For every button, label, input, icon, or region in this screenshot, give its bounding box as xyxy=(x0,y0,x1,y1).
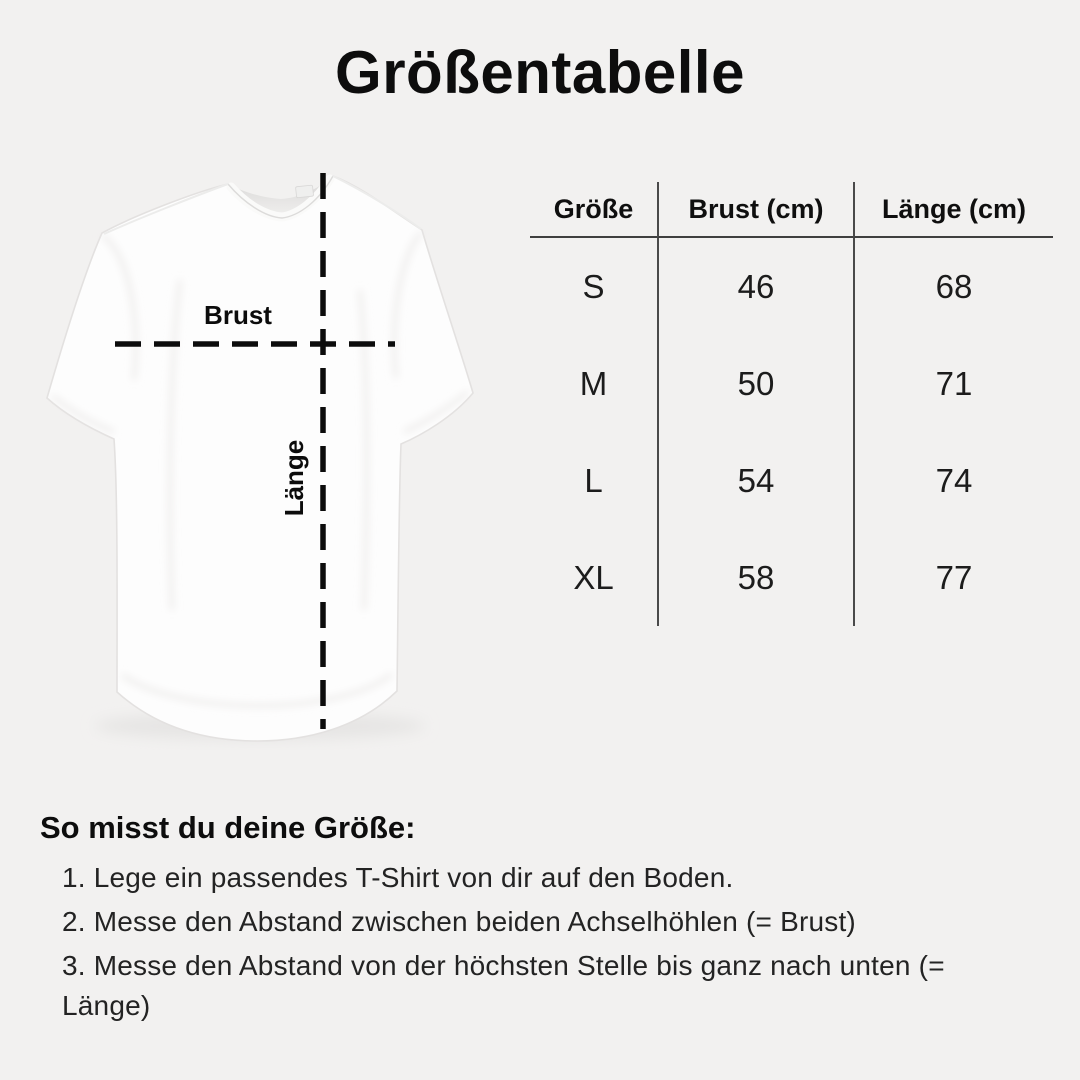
howto-step-1: 1. Lege ein passendes T-Shirt von dir auf den Boden. xyxy=(62,858,990,898)
size-table xyxy=(530,182,1053,626)
length-cell: 77 xyxy=(853,529,1053,626)
column-header-chest: Brust (cm) xyxy=(657,182,853,238)
chest-cell: 54 xyxy=(657,432,853,529)
tshirt-illustration xyxy=(30,160,490,750)
chest-cell: 46 xyxy=(657,238,853,335)
size-cell: XL xyxy=(573,558,614,596)
howto-list xyxy=(40,858,990,1030)
howto-heading: So misst du deine Größe: xyxy=(40,810,416,845)
length-cell: 74 xyxy=(853,432,1053,529)
chest-cell: 50 xyxy=(657,335,853,432)
length-cell: 71 xyxy=(853,335,1053,432)
howto-step-2: 2. Messe den Abstand zwischen beiden Achselhöhlen (= Brust) xyxy=(62,902,990,942)
column-header-size: Größe xyxy=(530,182,657,238)
size-cell: M xyxy=(579,364,608,402)
size-cell: L xyxy=(584,461,603,499)
tshirt-diagram xyxy=(30,160,490,750)
size-cell: S xyxy=(582,267,605,305)
shirt-neck-tag xyxy=(296,185,314,198)
column-header-length: Länge (cm) xyxy=(853,182,1053,238)
howto-step-3: 3. Messe den Abstand von der höchsten Stelle bis ganz nach unten (= Länge) xyxy=(62,946,990,1026)
length-line-label: Länge xyxy=(279,439,309,517)
page-title: Größentabelle xyxy=(335,39,745,106)
chest-cell: 58 xyxy=(657,529,853,626)
chest-line-label: Brust xyxy=(204,300,272,330)
length-cell: 68 xyxy=(853,238,1053,335)
shirt-body xyxy=(47,176,473,741)
